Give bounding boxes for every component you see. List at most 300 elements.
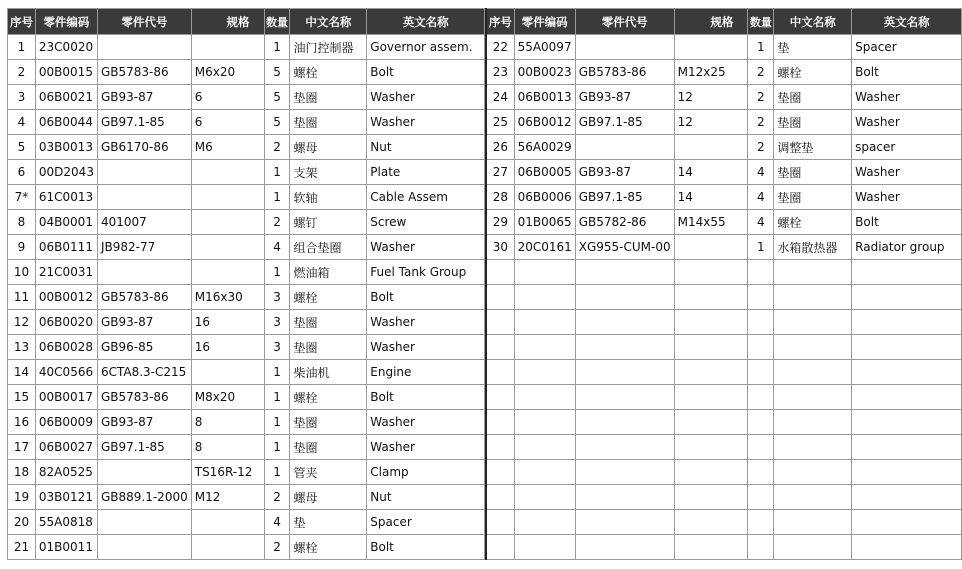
- cell-part-code: 06B0111: [35, 235, 97, 260]
- cell-spec: [674, 285, 748, 310]
- cell-seq: 9: [8, 235, 36, 260]
- header-seq: 序号: [8, 9, 36, 35]
- cell-seq: 25: [486, 110, 514, 135]
- cell-part-code: 06B0021: [35, 85, 97, 110]
- cell-qty: [748, 260, 774, 285]
- cell-english-name: Washer: [367, 410, 485, 435]
- cell-part-number: GB5783-86: [97, 60, 191, 85]
- cell-english-name: Cable Assem: [367, 185, 485, 210]
- cell-seq: 14: [8, 360, 36, 385]
- cell-english-name: Governor assem.: [367, 35, 485, 60]
- table-row: [8, 535, 485, 560]
- cell-english-name: [852, 410, 962, 435]
- cell-english-name: Bolt: [367, 535, 485, 560]
- cell-seq: 7*: [8, 185, 36, 210]
- cell-part-number: [97, 260, 191, 285]
- cell-qty: [748, 360, 774, 385]
- cell-spec: M6x20: [191, 60, 264, 85]
- cell-spec: [191, 160, 264, 185]
- cell-qty: 5: [264, 85, 290, 110]
- cell-english-name: [852, 385, 962, 410]
- cell-english-name: Washer: [852, 110, 962, 135]
- cell-part-code: 01B0065: [514, 210, 575, 235]
- cell-english-name: [852, 435, 962, 460]
- cell-part-number: GB93-87: [97, 85, 191, 110]
- cell-part-number: [97, 160, 191, 185]
- header-seq: 序号: [486, 9, 514, 35]
- cell-seq: 16: [8, 410, 36, 435]
- cell-english-name: Nut: [367, 485, 485, 510]
- cell-chinese-name: 支架: [290, 160, 367, 185]
- cell-spec: 12: [674, 85, 748, 110]
- cell-chinese-name: 垫: [774, 35, 852, 60]
- table-row: [486, 410, 961, 435]
- cell-spec: [674, 535, 748, 560]
- cell-seq: 30: [486, 235, 514, 260]
- cell-seq: [486, 310, 514, 335]
- table-row: [8, 60, 485, 85]
- header-chinese-name: 中文名称: [290, 9, 367, 35]
- cell-qty: 1: [264, 360, 290, 385]
- cell-part-number: [575, 335, 674, 360]
- cell-part-code: 82A0525: [35, 460, 97, 485]
- table-row: [486, 310, 961, 335]
- cell-part-number: GB889.1-2000: [97, 485, 191, 510]
- table-row: [8, 185, 485, 210]
- cell-chinese-name: 垫: [290, 510, 367, 535]
- cell-spec: M8x20: [191, 385, 264, 410]
- header-chinese-name: 中文名称: [774, 9, 852, 35]
- cell-seq: [486, 335, 514, 360]
- cell-part-code: [514, 460, 575, 485]
- cell-part-code: 03B0121: [35, 485, 97, 510]
- cell-chinese-name: 管夹: [290, 460, 367, 485]
- cell-spec: [674, 485, 748, 510]
- cell-qty: 1: [264, 185, 290, 210]
- cell-english-name: Washer: [852, 160, 962, 185]
- cell-chinese-name: 垫圈: [290, 310, 367, 335]
- cell-part-number: [97, 535, 191, 560]
- cell-part-number: GB97.1-85: [575, 185, 674, 210]
- cell-chinese-name: 垫圈: [774, 85, 852, 110]
- header-row: [8, 9, 485, 35]
- cell-chinese-name: [774, 260, 852, 285]
- cell-chinese-name: [774, 535, 852, 560]
- cell-qty: 2: [264, 535, 290, 560]
- cell-qty: [748, 310, 774, 335]
- cell-seq: [486, 485, 514, 510]
- cell-spec: [191, 185, 264, 210]
- cell-part-code: 06B0005: [514, 160, 575, 185]
- cell-chinese-name: 水箱散热器: [774, 235, 852, 260]
- table-row: [486, 435, 961, 460]
- cell-seq: [486, 260, 514, 285]
- cell-chinese-name: 燃油箱: [290, 260, 367, 285]
- cell-qty: 2: [264, 485, 290, 510]
- cell-chinese-name: 螺栓: [774, 210, 852, 235]
- header-row: [486, 9, 961, 35]
- table-row: [486, 385, 961, 410]
- cell-part-code: 06B0044: [35, 110, 97, 135]
- cell-part-code: [514, 385, 575, 410]
- cell-spec: [674, 360, 748, 385]
- cell-english-name: Washer: [852, 185, 962, 210]
- cell-chinese-name: [774, 435, 852, 460]
- cell-part-code: [514, 485, 575, 510]
- table-row: [8, 360, 485, 385]
- table-row: [8, 160, 485, 185]
- header-part-code: 零件编码: [35, 9, 97, 35]
- cell-english-name: Bolt: [852, 60, 962, 85]
- cell-part-code: 20C0161: [514, 235, 575, 260]
- cell-qty: [748, 410, 774, 435]
- cell-qty: 1: [748, 235, 774, 260]
- cell-seq: 29: [486, 210, 514, 235]
- cell-part-number: GB97.1-85: [97, 435, 191, 460]
- cell-english-name: Washer: [852, 85, 962, 110]
- cell-spec: 16: [191, 310, 264, 335]
- parts-list-document: [7, 8, 962, 560]
- cell-qty: 5: [264, 60, 290, 85]
- cell-part-number: JB982-77: [97, 235, 191, 260]
- table-row: [8, 310, 485, 335]
- cell-qty: 3: [264, 285, 290, 310]
- cell-chinese-name: 垫圈: [774, 185, 852, 210]
- cell-part-number: [575, 435, 674, 460]
- cell-part-number: [97, 510, 191, 535]
- table-row: [486, 110, 961, 135]
- cell-seq: 24: [486, 85, 514, 110]
- cell-qty: 1: [264, 435, 290, 460]
- cell-qty: 5: [264, 110, 290, 135]
- cell-part-code: 06B0009: [35, 410, 97, 435]
- cell-qty: 2: [748, 85, 774, 110]
- table-row: [486, 210, 961, 235]
- cell-english-name: Nut: [367, 135, 485, 160]
- cell-spec: [674, 135, 748, 160]
- table-row: [486, 260, 961, 285]
- cell-spec: 14: [674, 160, 748, 185]
- cell-qty: 2: [264, 210, 290, 235]
- table-row: [486, 285, 961, 310]
- cell-part-number: [97, 460, 191, 485]
- cell-chinese-name: 螺钉: [290, 210, 367, 235]
- cell-part-number: 6CTA8.3-C215: [97, 360, 191, 385]
- cell-part-code: 06B0006: [514, 185, 575, 210]
- table-row: [486, 235, 961, 260]
- parts-table-left-body: [8, 35, 485, 560]
- cell-seq: [486, 285, 514, 310]
- cell-part-code: 56A0029: [514, 135, 575, 160]
- cell-qty: 1: [264, 410, 290, 435]
- cell-seq: 11: [8, 285, 36, 310]
- cell-chinese-name: 油门控制器: [290, 35, 367, 60]
- table-row: [486, 460, 961, 485]
- cell-chinese-name: 软轴: [290, 185, 367, 210]
- cell-chinese-name: 螺栓: [290, 285, 367, 310]
- cell-part-number: GB93-87: [575, 160, 674, 185]
- cell-part-number: XG955-CUM-00: [575, 235, 674, 260]
- table-row: [8, 410, 485, 435]
- cell-chinese-name: 调整垫: [774, 135, 852, 160]
- cell-chinese-name: 组合垫圈: [290, 235, 367, 260]
- header-english-name: 英文名称: [852, 9, 962, 35]
- cell-spec: [674, 385, 748, 410]
- cell-spec: [674, 410, 748, 435]
- cell-seq: 5: [8, 135, 36, 160]
- cell-seq: 13: [8, 335, 36, 360]
- header-part-code: 零件编码: [514, 9, 575, 35]
- cell-seq: [486, 535, 514, 560]
- cell-spec: 12: [674, 110, 748, 135]
- cell-english-name: Screw: [367, 210, 485, 235]
- cell-qty: [748, 285, 774, 310]
- cell-chinese-name: [774, 360, 852, 385]
- cell-part-number: [575, 485, 674, 510]
- cell-part-number: 401007: [97, 210, 191, 235]
- cell-seq: 26: [486, 135, 514, 160]
- cell-part-code: 06B0028: [35, 335, 97, 360]
- table-row: [8, 110, 485, 135]
- cell-part-code: [514, 310, 575, 335]
- table-row: [8, 510, 485, 535]
- cell-spec: M12: [191, 485, 264, 510]
- cell-part-code: 23C0020: [35, 35, 97, 60]
- cell-part-number: [575, 535, 674, 560]
- table-row: [8, 235, 485, 260]
- cell-spec: M14x55: [674, 210, 748, 235]
- table-row: [8, 435, 485, 460]
- cell-part-number: GB5783-86: [97, 285, 191, 310]
- cell-english-name: Plate: [367, 160, 485, 185]
- cell-spec: [191, 510, 264, 535]
- cell-part-code: [514, 260, 575, 285]
- cell-part-code: 04B0001: [35, 210, 97, 235]
- cell-part-code: 61C0013: [35, 185, 97, 210]
- cell-part-code: [514, 285, 575, 310]
- cell-chinese-name: [774, 460, 852, 485]
- cell-part-code: 06B0020: [35, 310, 97, 335]
- cell-english-name: Washer: [367, 235, 485, 260]
- cell-qty: 2: [748, 135, 774, 160]
- cell-part-code: 06B0013: [514, 85, 575, 110]
- cell-chinese-name: [774, 510, 852, 535]
- cell-spec: 8: [191, 410, 264, 435]
- cell-chinese-name: [774, 285, 852, 310]
- cell-seq: 12: [8, 310, 36, 335]
- cell-english-name: [852, 535, 962, 560]
- cell-spec: 16: [191, 335, 264, 360]
- table-row: [8, 385, 485, 410]
- cell-qty: 1: [748, 35, 774, 60]
- cell-chinese-name: 螺栓: [290, 535, 367, 560]
- cell-part-code: [514, 435, 575, 460]
- cell-seq: 10: [8, 260, 36, 285]
- cell-chinese-name: [774, 335, 852, 360]
- cell-spec: TS16R-12: [191, 460, 264, 485]
- cell-english-name: Bolt: [367, 385, 485, 410]
- cell-part-number: GB5782-86: [575, 210, 674, 235]
- cell-spec: [674, 310, 748, 335]
- cell-qty: [748, 385, 774, 410]
- cell-part-code: 00B0015: [35, 60, 97, 85]
- cell-seq: 6: [8, 160, 36, 185]
- cell-qty: 3: [264, 335, 290, 360]
- cell-part-number: [575, 460, 674, 485]
- cell-qty: 1: [264, 160, 290, 185]
- cell-spec: [191, 210, 264, 235]
- table-row: [8, 460, 485, 485]
- cell-qty: 1: [264, 385, 290, 410]
- cell-seq: [486, 360, 514, 385]
- cell-english-name: Washer: [367, 335, 485, 360]
- cell-part-number: [575, 285, 674, 310]
- header-part-number: 零件代号: [575, 9, 674, 35]
- cell-part-code: 01B0011: [35, 535, 97, 560]
- cell-part-code: 55A0097: [514, 35, 575, 60]
- cell-qty: 4: [264, 235, 290, 260]
- cell-part-code: 40C0566: [35, 360, 97, 385]
- cell-spec: [674, 260, 748, 285]
- cell-spec: [674, 35, 748, 60]
- cell-chinese-name: [774, 485, 852, 510]
- cell-part-number: GB93-87: [97, 310, 191, 335]
- table-row: [486, 135, 961, 160]
- cell-chinese-name: [774, 410, 852, 435]
- cell-part-number: [575, 385, 674, 410]
- cell-part-number: [575, 135, 674, 160]
- cell-part-code: 03B0013: [35, 135, 97, 160]
- cell-spec: M16x30: [191, 285, 264, 310]
- cell-part-number: [97, 185, 191, 210]
- cell-english-name: [852, 335, 962, 360]
- cell-qty: 1: [264, 35, 290, 60]
- header-spec: 规格: [191, 9, 264, 35]
- cell-qty: 4: [748, 160, 774, 185]
- cell-english-name: [852, 485, 962, 510]
- cell-part-number: GB5783-86: [575, 60, 674, 85]
- table-row: [486, 510, 961, 535]
- cell-spec: [191, 360, 264, 385]
- cell-chinese-name: 垫圈: [774, 160, 852, 185]
- cell-qty: 2: [748, 60, 774, 85]
- cell-qty: 2: [264, 135, 290, 160]
- cell-chinese-name: 螺栓: [774, 60, 852, 85]
- cell-english-name: Washer: [367, 85, 485, 110]
- cell-english-name: [852, 260, 962, 285]
- cell-spec: 6: [191, 110, 264, 135]
- cell-part-number: GB93-87: [575, 85, 674, 110]
- cell-seq: 17: [8, 435, 36, 460]
- cell-spec: [674, 435, 748, 460]
- cell-seq: [486, 460, 514, 485]
- cell-seq: [486, 510, 514, 535]
- table-row: [8, 260, 485, 285]
- cell-part-code: 06B0012: [514, 110, 575, 135]
- cell-spec: [674, 460, 748, 485]
- parts-table-right: [485, 8, 962, 560]
- cell-spec: 14: [674, 185, 748, 210]
- header-english-name: 英文名称: [367, 9, 485, 35]
- table-row: [486, 35, 961, 60]
- cell-qty: 4: [264, 510, 290, 535]
- header-qty: 数量: [264, 9, 290, 35]
- table-row: [486, 160, 961, 185]
- cell-qty: 1: [264, 260, 290, 285]
- cell-spec: [191, 35, 264, 60]
- cell-part-number: GB93-87: [97, 410, 191, 435]
- cell-seq: 8: [8, 210, 36, 235]
- cell-english-name: Engine: [367, 360, 485, 385]
- cell-part-number: GB97.1-85: [97, 110, 191, 135]
- cell-chinese-name: 柴油机: [290, 360, 367, 385]
- cell-chinese-name: 螺栓: [290, 385, 367, 410]
- cell-seq: [486, 435, 514, 460]
- cell-seq: 19: [8, 485, 36, 510]
- cell-part-code: 06B0027: [35, 435, 97, 460]
- cell-spec: M6: [191, 135, 264, 160]
- cell-chinese-name: 垫圈: [290, 435, 367, 460]
- table-row: [8, 285, 485, 310]
- cell-part-number: [97, 35, 191, 60]
- cell-english-name: Washer: [367, 310, 485, 335]
- cell-seq: 15: [8, 385, 36, 410]
- cell-qty: 4: [748, 185, 774, 210]
- cell-seq: [486, 410, 514, 435]
- table-row: [8, 210, 485, 235]
- header-qty: 数量: [748, 9, 774, 35]
- table-row: [486, 335, 961, 360]
- cell-seq: 4: [8, 110, 36, 135]
- cell-chinese-name: [774, 385, 852, 410]
- cell-part-number: [575, 510, 674, 535]
- table-row: [8, 85, 485, 110]
- cell-english-name: [852, 310, 962, 335]
- cell-qty: 2: [748, 110, 774, 135]
- parts-table-left: [7, 8, 485, 560]
- cell-seq: [486, 385, 514, 410]
- cell-qty: 3: [264, 310, 290, 335]
- cell-seq: 18: [8, 460, 36, 485]
- cell-english-name: [852, 510, 962, 535]
- cell-part-code: 00B0017: [35, 385, 97, 410]
- parts-table-right-body: [486, 35, 961, 560]
- table-row: [486, 85, 961, 110]
- cell-part-number: GB6170-86: [97, 135, 191, 160]
- cell-chinese-name: 螺母: [290, 485, 367, 510]
- cell-english-name: Clamp: [367, 460, 485, 485]
- cell-part-number: GB97.1-85: [575, 110, 674, 135]
- cell-chinese-name: 螺母: [290, 135, 367, 160]
- cell-english-name: Fuel Tank Group: [367, 260, 485, 285]
- cell-part-code: [514, 335, 575, 360]
- cell-chinese-name: 垫圈: [774, 110, 852, 135]
- cell-spec: M12x25: [674, 60, 748, 85]
- cell-seq: 22: [486, 35, 514, 60]
- table-row: [8, 135, 485, 160]
- cell-english-name: [852, 360, 962, 385]
- cell-english-name: Washer: [367, 435, 485, 460]
- cell-part-number: [575, 310, 674, 335]
- cell-spec: [191, 260, 264, 285]
- cell-english-name: [852, 285, 962, 310]
- cell-english-name: Bolt: [367, 285, 485, 310]
- cell-english-name: Spacer: [852, 35, 962, 60]
- table-row: [486, 535, 961, 560]
- cell-part-code: [514, 535, 575, 560]
- cell-qty: [748, 485, 774, 510]
- cell-english-name: Bolt: [852, 210, 962, 235]
